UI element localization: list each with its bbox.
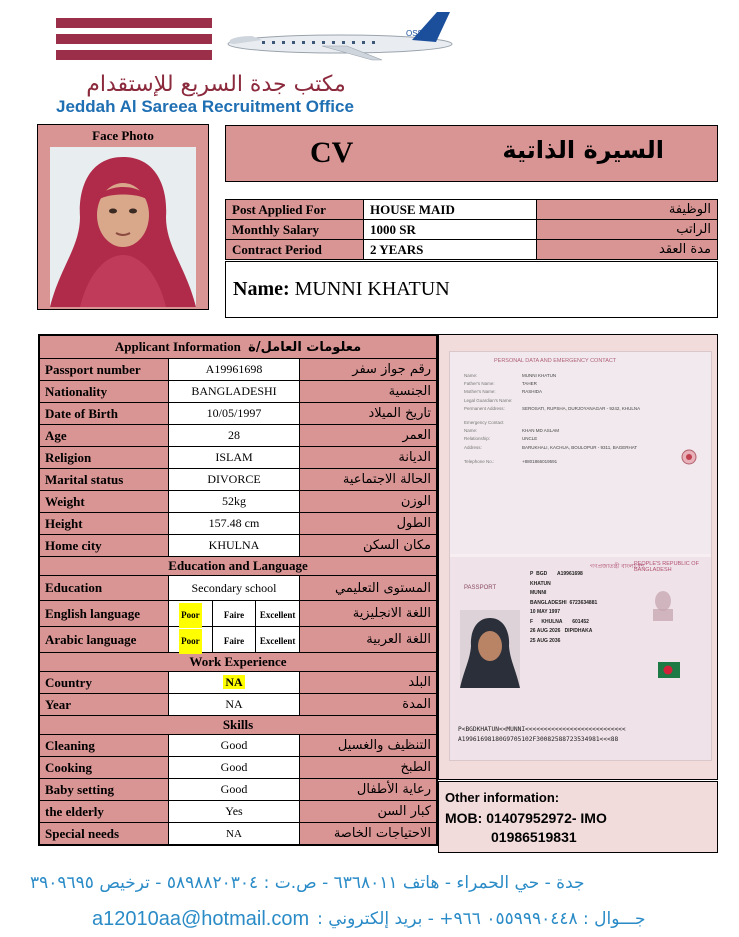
skills-heading: Skills <box>40 716 437 735</box>
field-label-arabic: العمر <box>300 425 437 447</box>
field-label: Baby setting <box>40 779 169 801</box>
field-label-arabic: الديانة <box>300 447 437 469</box>
post-row <box>226 240 718 260</box>
field-label-arabic: اللغة العربية <box>300 627 437 653</box>
passport-field: Mother's Name: RASHIDA <box>464 389 543 395</box>
field-label-arabic: الطبخ <box>300 757 437 779</box>
field-label-arabic: كبار السن <box>300 801 437 823</box>
post-label-arabic: الراتب <box>537 220 718 240</box>
field-label: Religion <box>40 447 169 469</box>
field-label-arabic: الوزن <box>300 491 437 513</box>
field-label: Passport number <box>40 359 169 381</box>
field-label-arabic: الطول <box>300 513 437 535</box>
logo-stripe <box>56 18 212 28</box>
passport-en-header: PEOPLE'S REPUBLIC OF BANGLADESH <box>634 561 699 573</box>
post-value: HOUSE MAID <box>364 200 537 220</box>
passport-field: Permanent Address: SEROSATI, RUPSHA, DURJOYANAGAR - 9242, KHULNA <box>464 405 641 411</box>
field-value: 52kg <box>169 491 300 513</box>
level-faire: Faire <box>223 636 245 646</box>
table-row <box>40 601 437 627</box>
field-label: Nationality <box>40 381 169 403</box>
field-value: NA <box>169 694 300 716</box>
post-label: Contract Period <box>226 240 364 260</box>
field-value: KHULNA <box>169 535 300 557</box>
post-label-arabic: مدة العقد <box>537 240 718 260</box>
field-value: ISLAM <box>169 447 300 469</box>
passport-bio-fields: P BGD A19961698 KHATUN MUNNI BANGLADESHI 6723634881 10 MAY 1997 F KHULNA 601452 26 AUG 2026 DIP/DHAKA 25 AUG 2036 <box>530 571 598 644</box>
face-photo-box <box>37 124 209 310</box>
applicant-title: Applicant Information <box>114 339 241 354</box>
face-photo-label: Face Photo <box>92 128 154 143</box>
passport-field: Legal Guardian's Name: <box>464 397 513 403</box>
table-row <box>40 823 437 845</box>
field-label-arabic: اللغة الانجليزية <box>300 601 437 627</box>
field-label: Date of Birth <box>40 403 169 425</box>
language-level-cell <box>169 601 300 627</box>
field-label-arabic: الجنسية <box>300 381 437 403</box>
field-label: Special needs <box>40 823 169 845</box>
name-value: MUNNI KHATUN <box>294 278 450 300</box>
field-label: the elderly <box>40 801 169 823</box>
post-label: Post Applied For <box>226 200 364 220</box>
level-excellent: Excellent <box>259 610 296 620</box>
footer-address: جدة - حي الحمراء - هاتف ٦٣٦٨٠١١ - ص.ت : ٥٨٩٨٨٢٠٣٠٤ - ترخيص ٣٩٠٩٦٩٥ <box>30 873 585 893</box>
passport-field: Relationship: UNCLE <box>464 436 538 442</box>
field-label-arabic: رعاية الأطفال <box>300 779 437 801</box>
passport-bio-page <box>450 557 711 760</box>
passport-data-page <box>450 352 711 554</box>
post-table <box>225 199 718 260</box>
passport-photo <box>460 610 520 688</box>
table-row <box>40 403 437 425</box>
field-label-arabic: المدة <box>300 694 437 716</box>
passport-field: Telephone No.: +8801866019591 <box>464 458 558 464</box>
passport-emblem-icon <box>680 448 698 466</box>
post-label-arabic: الوظيفة <box>537 200 718 220</box>
post-value: 2 YEARS <box>364 240 537 260</box>
name-line <box>233 278 450 301</box>
table-row <box>40 735 437 757</box>
logo-arabic-name: مكتب جدة السريع للإستقدام <box>86 72 346 97</box>
field-value: A19961698 <box>169 359 300 381</box>
footer-phone: جـــوال : ٠٥٥٩٩٩٠٤٤٨ ٩٦٦+ - بريد إلكتروني : <box>317 909 646 929</box>
table-row <box>40 694 437 716</box>
field-label: Arabic language <box>40 627 169 653</box>
face-photo <box>50 147 196 307</box>
field-label-arabic: مكان السكن <box>300 535 437 557</box>
footer-contact <box>92 904 722 934</box>
passport-top-header: PERSONAL DATA AND EMERGENCY CONTACT <box>494 358 617 364</box>
passport-box <box>438 334 718 780</box>
plane-text: OSSA <box>406 29 429 38</box>
field-label-arabic: التنظيف والغسيل <box>300 735 437 757</box>
name-label: Name: <box>233 278 290 300</box>
table-row <box>40 491 437 513</box>
passport-ghost-photo <box>650 587 676 621</box>
field-value: Good <box>169 757 300 779</box>
post-value: 1000 SR <box>364 220 537 240</box>
table-row <box>40 513 437 535</box>
level-excellent: Excellent <box>259 636 296 646</box>
field-label-arabic: تاريخ الميلاد <box>300 403 437 425</box>
flag-icon <box>658 662 680 678</box>
field-label-arabic: البلد <box>300 672 437 694</box>
field-value: 157.48 cm <box>169 513 300 535</box>
table-row <box>40 801 437 823</box>
cv-title: CV <box>310 136 354 169</box>
field-label: Cooking <box>40 757 169 779</box>
field-value: Good <box>169 779 300 801</box>
table-row <box>40 672 437 694</box>
passport-top-fields <box>464 372 704 466</box>
applicant-heading <box>40 336 437 359</box>
field-label: Home city <box>40 535 169 557</box>
field-label: Year <box>40 694 169 716</box>
passport-field: Father's Name: TAHER <box>464 381 537 387</box>
logo-stripe <box>56 34 212 44</box>
field-label: Marital status <box>40 469 169 491</box>
passport-scan <box>449 351 712 761</box>
language-level-cell <box>169 627 300 653</box>
field-value: Secondary school <box>169 576 300 601</box>
field-value: DIVORCE <box>169 469 300 491</box>
field-label: Country <box>40 672 169 694</box>
other-info-title: Other information: <box>445 790 560 805</box>
field-label-arabic: الحالة الاجتماعية <box>300 469 437 491</box>
mobile-line-1: MOB: 01407952972- IMO <box>445 810 607 826</box>
applicant-section <box>38 334 438 846</box>
table-row <box>40 779 437 801</box>
field-label: Height <box>40 513 169 535</box>
field-value: Good <box>169 735 300 757</box>
level-poor: Poor <box>179 603 202 628</box>
table-row <box>40 535 437 557</box>
field-label: Weight <box>40 491 169 513</box>
cv-header <box>225 125 718 182</box>
field-value <box>169 672 300 694</box>
mobile-line-2: 01986519831 <box>491 829 577 845</box>
field-label-arabic: المستوى التعليمي <box>300 576 437 601</box>
table-row <box>40 469 437 491</box>
field-label: Age <box>40 425 169 447</box>
passport-field: Name: KHAN MD ASLAM <box>464 428 560 434</box>
field-value: 10/05/1997 <box>169 403 300 425</box>
field-label: Cleaning <box>40 735 169 757</box>
passport-field: Address: BARUKHALI, KACHUA, BOULOPUR - 9311, BAGERHAT <box>464 444 638 450</box>
applicant-title-arabic: معلومات العامل/ة <box>248 340 362 355</box>
field-value: BANGLADESHI <box>169 381 300 403</box>
name-box <box>225 261 718 318</box>
passport-field: Name: MUNNI KHATUN <box>464 373 557 378</box>
field-label-arabic: الاحتياجات الخاصة <box>300 823 437 845</box>
post-label: Monthly Salary <box>226 220 364 240</box>
table-row <box>40 757 437 779</box>
work-heading: Work Experience <box>40 653 437 672</box>
airplane-icon <box>222 10 462 62</box>
field-label: Education <box>40 576 169 601</box>
table-row <box>40 359 437 381</box>
level-faire: Faire <box>223 610 245 620</box>
field-value: Yes <box>169 801 300 823</box>
passport-mrz: P<BGDKHATUN<<MUNNI<<<<<<<<<<<<<<<<<<<<<<<<<<< A19961698180G9705102F30082588723534981<<<88 <box>458 726 626 743</box>
cv-title-arabic: السيرة الذاتية <box>502 136 664 164</box>
field-value: NA <box>169 823 300 845</box>
level-poor: Poor <box>179 629 202 654</box>
education-heading: Education and Language <box>40 557 437 576</box>
table-row <box>40 627 437 653</box>
logo-stripe <box>56 50 212 60</box>
passport-field: Emergency Contact <box>464 420 504 426</box>
table-row <box>40 381 437 403</box>
logo-english-name: Jeddah Al Sareea Recruitment Office <box>56 97 354 116</box>
country-value: NA <box>225 675 243 689</box>
table-row <box>40 576 437 601</box>
passport-bn-header: গণপ্রজাতন্ত্রী বাংলাদেশ <box>590 564 645 570</box>
field-label-arabic: رقم جواز سفر <box>300 359 437 381</box>
post-row <box>226 200 718 220</box>
other-info-box <box>438 781 718 853</box>
post-row <box>226 220 718 240</box>
table-row <box>40 447 437 469</box>
table-row <box>40 425 437 447</box>
field-value: 28 <box>169 425 300 447</box>
footer-email: a12010aa@hotmail.com <box>92 907 310 930</box>
passport-word: PASSPORT <box>464 585 497 591</box>
field-label: English language <box>40 601 169 627</box>
